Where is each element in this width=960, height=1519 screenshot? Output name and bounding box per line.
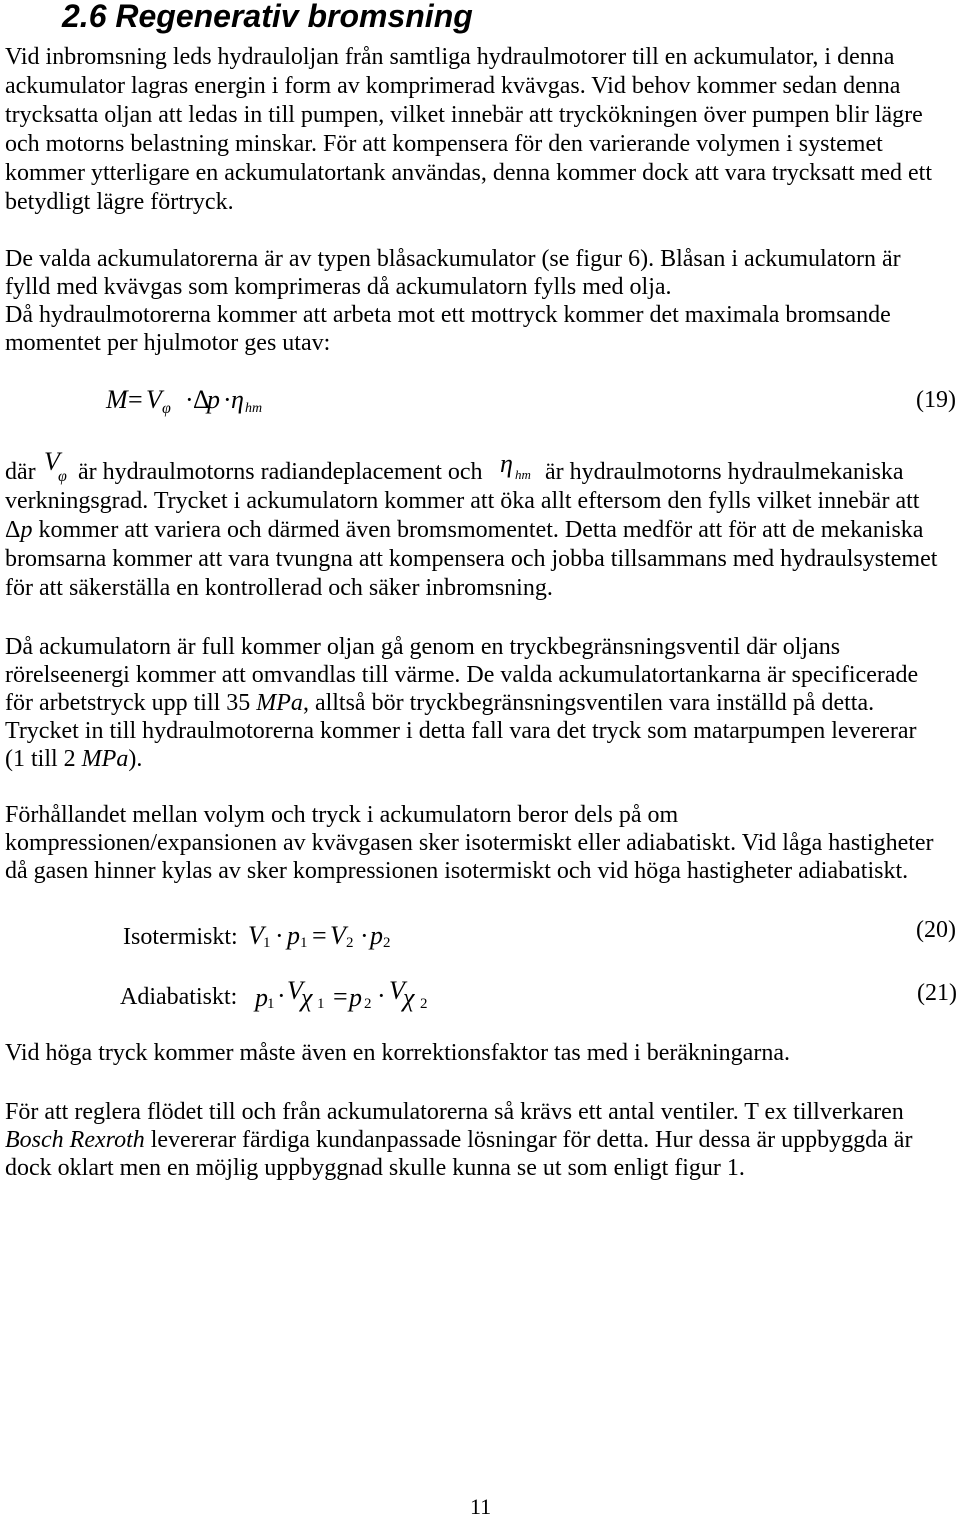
math-symbol: M [106,385,128,414]
body-text-segment: för arbetstryck upp till 35 [5,690,251,716]
body-text-segment: kommer att variera och därmed även bromsmomentet. Detta medför att för att de mekaniska [38,517,924,543]
italic-unit: MPa [256,690,303,716]
math-symbol: V [248,921,264,950]
math-operator: · [223,385,232,414]
math-symbol: p [287,921,300,950]
math-subscript: 1 [317,996,325,1012]
delta-symbol: Δ [5,517,21,543]
math-subscript: 1 [300,935,308,951]
body-text-line: betydligt lägre förtryck. [5,189,234,215]
math-symbol: p [255,983,268,1012]
body-text-line: bromsarna kommer att vara tvungna att kompensera och jobba tillsammans med hydraulsystemet [5,546,938,572]
body-text-line: dock oklart men en möjlig uppbyggnad skulle kunna se ut som enligt figur 1. [5,1155,745,1181]
math-symbol: V [44,447,60,476]
body-text-segment: där [5,459,36,485]
body-text-line: Förhållandet mellan volym och tryck i ackumulatorn beror dels på om [5,802,679,828]
body-text-line: Vid höga tryck kommer måste även en korrektionsfaktor tas med i beräkningarna. [5,1040,790,1066]
equation-number: (19) [916,387,956,413]
math-symbol: V [330,921,346,950]
math-symbol: p [20,517,33,543]
body-text-segment: levererar färdiga kundanpassade lösningar för detta. Hur dessa är uppbyggda är [150,1127,913,1153]
body-text-line: verkningsgrad. Trycket i ackumulatorn kommer att öka allt eftersom den fylls vilket innebär att [5,488,920,514]
body-text-line: Trycket in till hydraulmotorerna kommer i detta fall vara det tryck som matarpumpen levererar [5,718,917,744]
math-subscript: hm [245,401,263,416]
math-subscript: 1 [263,935,271,951]
math-subscript: 2 [364,996,372,1012]
body-text-line: kommer ytterligare en ackumulatortank användas, denna kommer dock att vara trycksatt med ett [5,160,932,186]
math-operator: · [185,385,194,414]
math-symbol: η [500,449,513,478]
math-operator: · [360,921,369,950]
body-text-line [5,1126,912,1154]
math-subscript: 1 [267,996,275,1012]
math-symbol: η [231,385,244,414]
body-text-line: Då ackumulatorn är full kommer oljan gå genom en tryckbegränsningsventil där oljans [5,634,841,660]
body-text-line: Då hydraulmotorerna kommer att arbeta mot ett mottryck kommer det maximala bromsande [5,302,891,328]
body-text-line: rörelseenergi kommer att omvandlas till värme. De valda ackumulatortankarna är specificerade [5,662,919,688]
body-text-line [5,516,923,544]
body-text-line: ackumulator lagras energin i form av komprimerad kvävgas. Vid behov kommer sedan denna [5,73,901,99]
math-symbol: Δ [193,385,210,414]
math-symbol: χ [403,983,415,1012]
math-subscript: hm [515,467,531,482]
math-symbol: V [287,976,303,1005]
body-text-line: momentet per hjulmotor ges utav: [5,330,331,356]
body-text-segment: är hydraulmotorns radiandeplacement och [78,459,483,485]
body-text-line: kompressionen/expansionen av kvävgasen sker isotermiskt eller adiabatiskt. Vid låga hastigheter [5,830,934,856]
body-text-segment: är hydraulmotorns hydraulmekaniska [545,459,904,485]
math-operator: = [128,385,143,414]
math-operator: · [377,981,386,1010]
math-subscript: φ [162,400,171,417]
body-text-line: fylld med kvävgas som komprimeras då ackumulatorn fylls med olja. [5,274,672,300]
equation-label: Isotermiskt: [123,924,238,950]
math-symbol: χ [301,983,313,1012]
body-text-segment: , alltså bör tryckbegränsningsventilen vara inställd på detta. [302,690,875,716]
equation-number: (21) [917,980,957,1006]
math-operator: · [277,981,286,1010]
math-symbol: V [389,976,405,1005]
body-text-line: trycksatta oljan att ledas in till pumpen, vilket innebär att tryckökningen över pumpen blir lägre [5,102,923,128]
math-operator: · [275,921,284,950]
body-text-line [5,689,874,717]
math-operator: = [333,982,348,1011]
math-symbol: p [207,385,220,414]
math-subscript: 2 [383,935,391,951]
math-operator: = [312,921,327,950]
math-subscript: 2 [420,996,428,1012]
equation-label: Adiabatiskt: [120,984,238,1010]
body-text-segment: (1 till 2 [5,746,76,772]
page-number: 11 [470,1494,492,1519]
math-symbol: V [146,385,162,414]
italic-unit: MPa [81,746,129,772]
body-text-line [5,745,142,773]
body-text-line: För att reglera flödet till och från ackumulatorerna så krävs ett antal ventiler. T ex tillverkaren [5,1099,904,1125]
body-text-line: för att säkerställa en kontrollerad och säker inbromsning. [5,575,553,601]
math-symbol: p [370,921,383,950]
body-text-line: De valda ackumulatorerna är av typen blåsackumulator (se figur 6). Blåsan i ackumulatorn är [5,246,901,272]
section-heading: 2.6 Regenerativ bromsning [62,0,473,34]
italic-name: Bosch Rexroth [5,1127,145,1153]
math-subscript: 2 [346,935,354,951]
body-text-line: och motorns belastning minskar. För att kompensera för den varierande volymen i systemet [5,131,883,157]
body-text-line: Vid inbromsning leds hydrauloljan från samtliga hydraulmotorer till en ackumulator, i denna [5,44,895,70]
body-text-line: då gasen hinner kylas av sker kompressionen isotermiskt och vid höga hastigheter adiabatiskt. [5,858,909,884]
equation-number: (20) [916,917,956,943]
body-text-segment: ). [128,746,143,772]
math-symbol: p [349,983,362,1012]
math-subscript: φ [58,468,67,485]
